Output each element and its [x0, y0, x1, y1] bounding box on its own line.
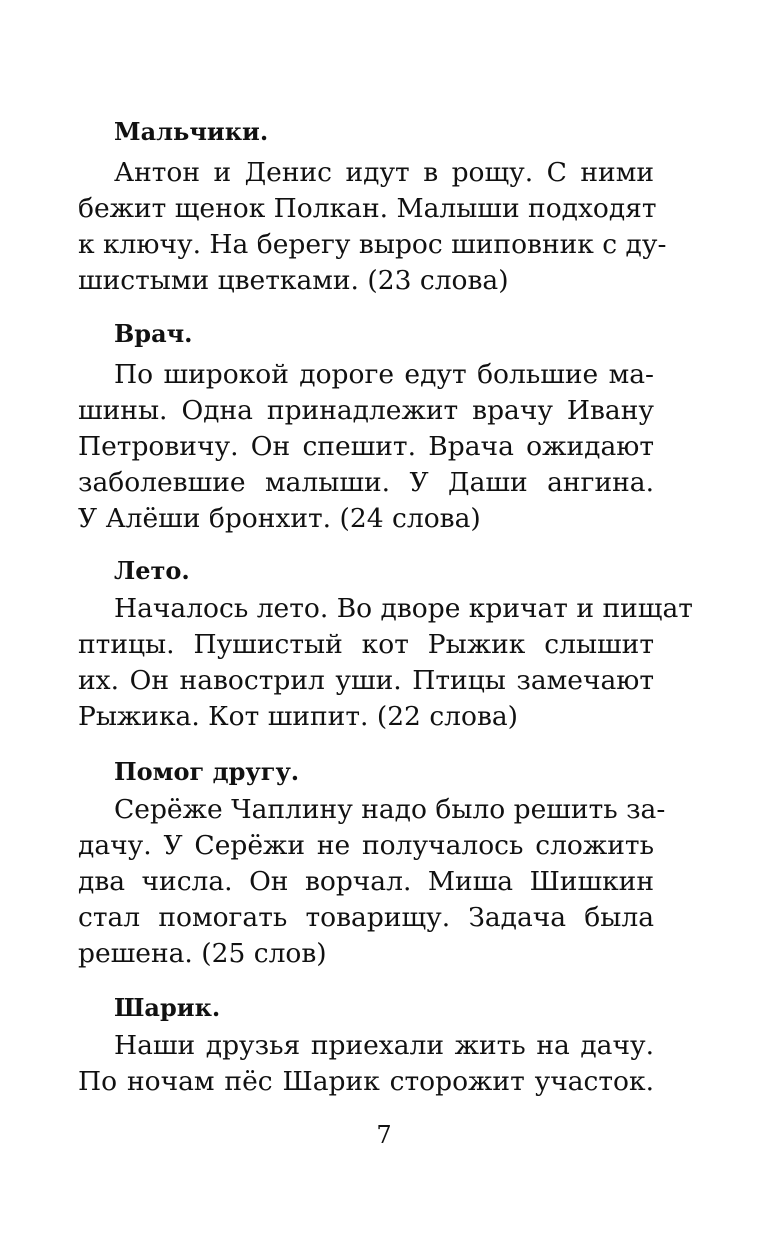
- paragraph-line: стал помогать товарищу. Задача была: [78, 902, 654, 933]
- section-title: Шарик.: [114, 993, 221, 1022]
- paragraph-line: их. Он навострил уши. Птицы замечают: [78, 665, 654, 696]
- paragraph-line: решена. (25 слов): [78, 938, 327, 969]
- paragraph-line: два числа. Он ворчал. Миша Шишкин: [78, 866, 654, 897]
- paragraph-line: шины. Одна принадлежит врачу Ивану: [78, 395, 654, 426]
- paragraph-line: дачу. У Серёжи не получалось сложить: [78, 830, 654, 861]
- paragraph-line: Петровичу. Он спешит. Врача ожидают: [78, 431, 654, 462]
- page-number: 7: [376, 1121, 392, 1149]
- section-title: Лето.: [114, 556, 190, 585]
- paragraph-line: Рыжика. Кот шипит. (22 слова): [78, 701, 519, 732]
- section-title: Помог другу.: [114, 757, 300, 786]
- paragraph-line: Серёже Чаплину надо было решить за-: [114, 794, 666, 825]
- paragraph-line: Антон и Денис идут в рощу. С ними: [114, 157, 654, 188]
- paragraph-line: шистыми цветками. (23 слова): [78, 265, 509, 296]
- paragraph-line: Началось лето. Во дворе кричат и пищат: [114, 593, 693, 624]
- paragraph-line: У Алёши бронхит. (24 слова): [78, 503, 481, 534]
- paragraph-line: птицы. Пушистый кот Рыжик слышит: [78, 629, 654, 660]
- section-title: Мальчики.: [114, 117, 269, 146]
- section-title: Врач.: [114, 319, 193, 348]
- paragraph-line: Наши друзья приехали жить на дачу.: [114, 1030, 654, 1061]
- paragraph-line: к ключу. На берегу вырос шиповник с ду-: [78, 229, 667, 260]
- paragraph-line: заболевшие малыши. У Даши ангина.: [78, 467, 654, 498]
- paragraph-line: По широкой дороге едут большие ма-: [114, 359, 654, 390]
- paragraph-line: бежит щенок Полкан. Малыши подходят: [78, 193, 657, 224]
- paragraph-line: По ночам пёс Шарик сторожит участок.: [78, 1066, 654, 1097]
